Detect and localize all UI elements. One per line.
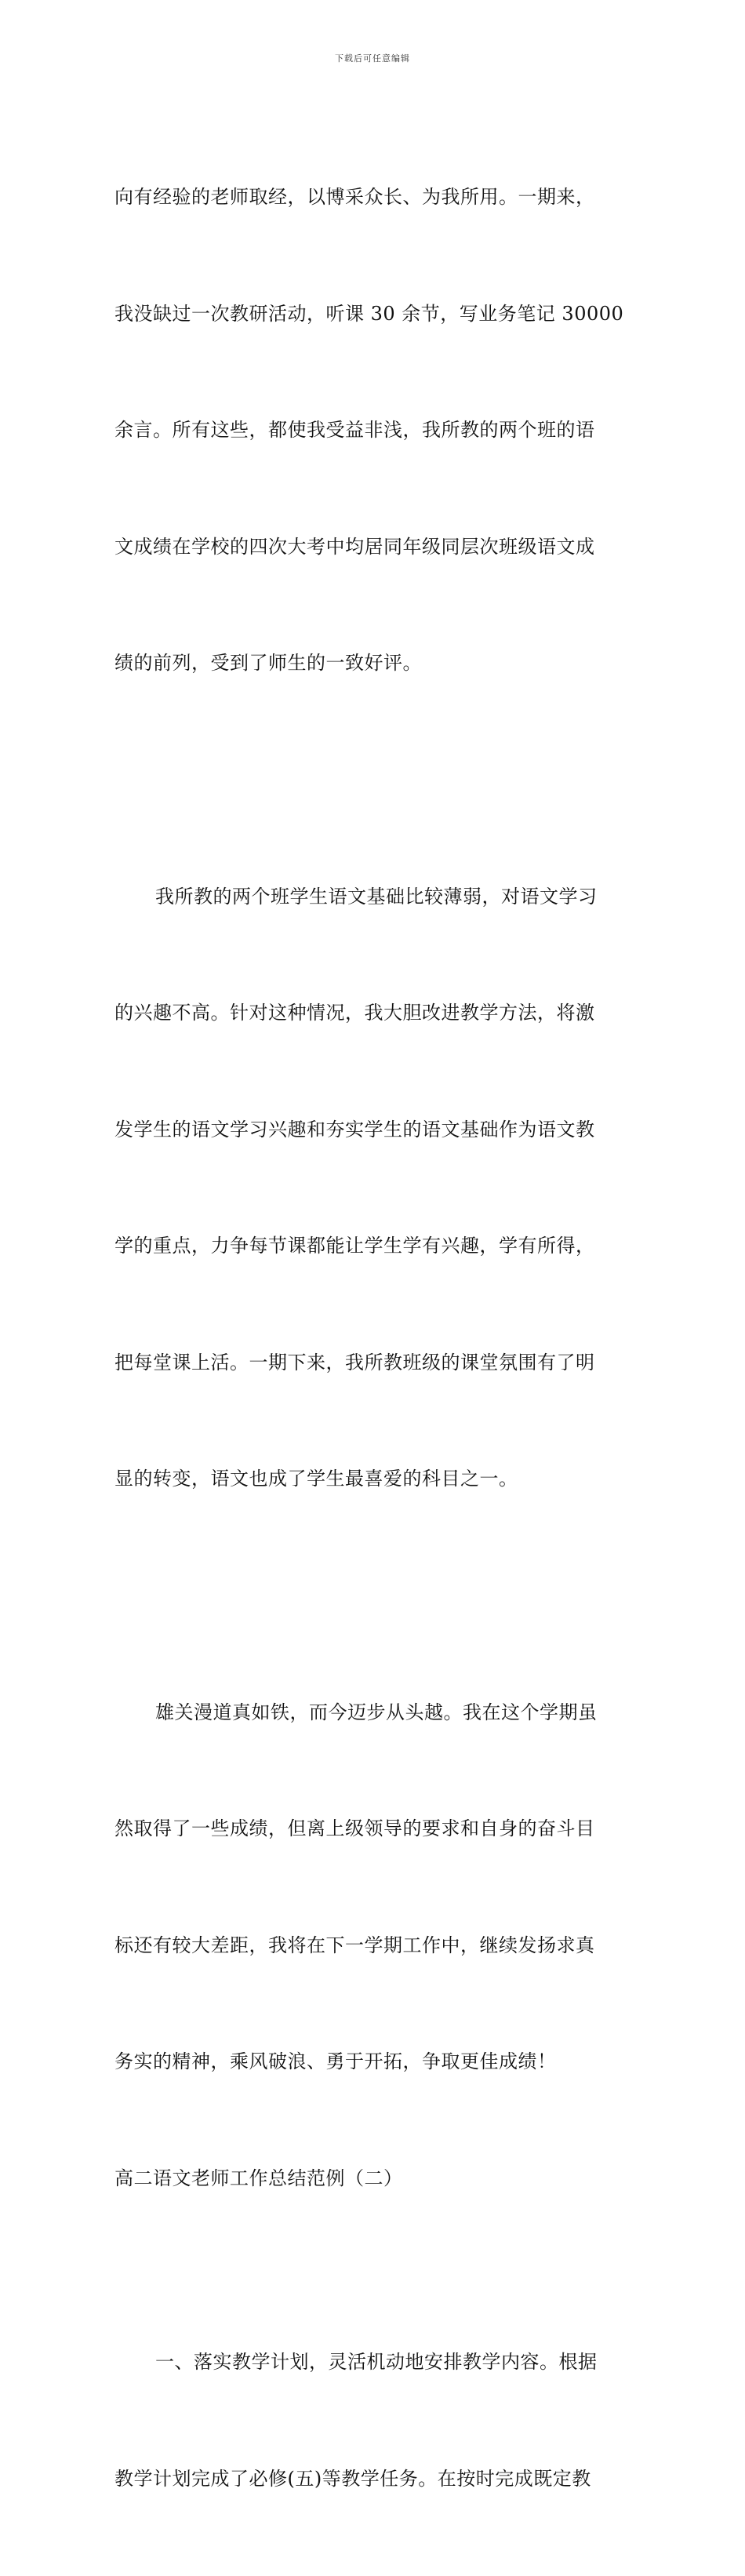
paragraph-line-text: 一、落实教学计划，灵活机动地安排教学内容。根据 [155,2351,598,2373]
paragraph-first-line [114,2343,634,2382]
paragraph-line-text: 我所教的两个班学生语文基础比较薄弱，对语文学习 [155,885,598,908]
paragraph-line: 教学计划完成了必修(五)等教学任务。在按时完成既定教 [114,2467,591,2490]
paragraph-line: 显的转变，语文也成了学生最喜爱的科目之一。 [114,1468,518,1490]
paragraph-line: 绩的前列，受到了师生的一致好评。 [114,652,422,674]
document-body [114,100,634,2576]
paragraph-line: 我没缺过一次教研活动，听课 30 余节，写业务笔记 30000 [114,302,624,325]
paragraph-line: 发学生的语文学习兴趣和夯实学生的语文基础作为语文教 [114,1118,595,1141]
paragraph-line-text: 雄关漫道真如铁，而今迈步从头越。我在这个学期虽 [155,1701,598,1723]
paragraph-line: 的兴趣不高。针对这种情况，我大胆改进教学方法，将激 [114,1002,595,1024]
paragraph-line: 标还有较大差距，我将在下一学期工作中，继续发扬求真 [114,1934,595,1956]
paragraph-1 [114,100,634,761]
header-note: 下载后可任意编辑 [335,53,410,64]
paragraph-2 [114,800,634,1577]
paragraph-4 [114,2265,634,2576]
paragraph-line: 向有经验的老师取经，以博采众长、为我所用。一期来， [114,186,595,208]
paragraph-first-line [114,878,634,917]
paragraph-line: 学的重点，力争每节课都能让学生学有兴趣，学有所得， [114,1235,595,1257]
paragraph-line: 把每堂课上活。一期下来，我所教班级的课堂氛围有了明 [114,1351,595,1374]
paragraph-line: 余言。所有这些，都使我受益非浅，我所教的两个班的语 [114,419,595,441]
section-heading: 高二语文老师工作总结范例（二） [114,2167,403,2189]
paragraph-line: 务实的精神，乘风破浪、勇于开拓，争取更佳成绩！ [114,2050,557,2072]
paragraph-line: 文成绩在学校的四次大考中均居同年级同层次班级语文成 [114,535,595,558]
paragraph-first-line [114,1694,634,1733]
paragraph-line: 然取得了一些成绩，但离上级领导的要求和自身的奋斗目 [114,1817,595,1839]
paragraph-3 [114,1616,634,2159]
